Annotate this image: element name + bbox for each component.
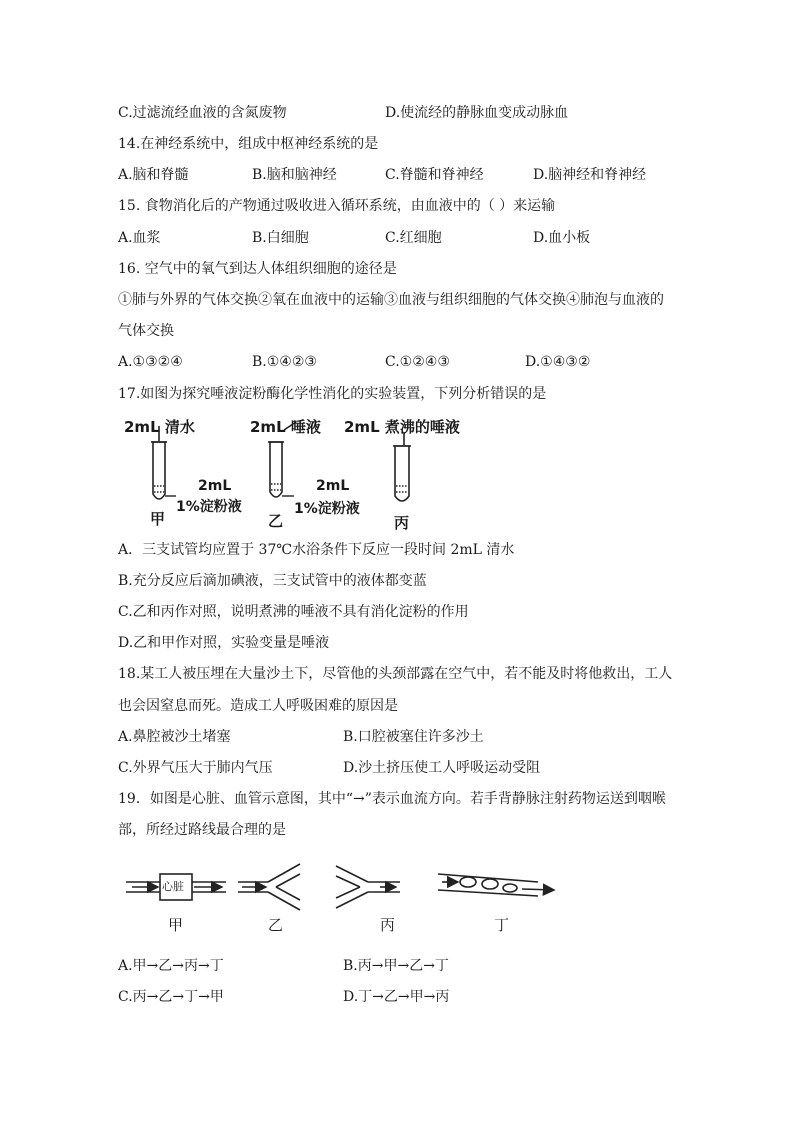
label-boiled-saliva: 2mL 煮沸的唾液 (344, 418, 460, 436)
q18-option-c: C.外界气压大于肺内气压 (118, 760, 273, 776)
q14-stem: 14.在神经系统中，组成中枢神经系统的是 (118, 136, 379, 152)
q17-stem: 17.如图为探究唾液淀粉酶化学性消化的实验装置，下列分析错误的是 (118, 386, 547, 402)
label-starch-2: 1%淀粉液 (294, 501, 360, 517)
q15-option-a: A.血浆 (118, 230, 161, 246)
q15-option-b: B.白细胞 (252, 230, 309, 246)
q14-option-d: D.脑神经和脊神经 (533, 167, 647, 183)
label-tube-yi: 乙 (268, 512, 284, 530)
q19-option-c: C.丙→乙→丁→甲 (118, 989, 224, 1005)
q14-option-b: B.脑和脑神经 (252, 167, 337, 183)
label-starch-volume-2: 2mL (316, 478, 350, 494)
q15-stem: 15. 食物消化后的产物通过吸收进入循环系统，由血液中的（ ）来运输 (118, 198, 556, 214)
test-tube-3 (393, 432, 411, 501)
q16-steps-line2: 气体交换 (118, 323, 174, 339)
q17-figure (118, 412, 538, 532)
q19-stem-line1: 19．如图是心脏、血管示意图，其中“→”表示血流方向。若手背静脉注射药物运送到咽喉 (118, 791, 666, 807)
q17-option-b: B.充分反应后滴加碘液，三支试管中的液体都变蓝 (118, 573, 427, 589)
label-yi: 乙 (268, 916, 284, 934)
q13-option-d: D.使流经的静脉血变成动脉血 (385, 105, 569, 121)
q16-option-a: A.①③②④ (118, 354, 183, 370)
q16-option-b: B.①④②③ (252, 354, 317, 370)
label-bing: 丙 (380, 916, 396, 934)
q18-option-a: A.鼻腔被沙土堵塞 (118, 729, 231, 745)
q16-stem: 16. 空气中的氧气到达人体组织细胞的途径是 (118, 261, 397, 277)
label-starch-volume-1: 2mL (198, 478, 232, 494)
label-clear-water: 2mL 清水 (124, 418, 195, 436)
q14-option-c: C.脊髓和脊神经 (385, 167, 484, 183)
q13-option-c: C.过滤流经血液的含氮废物 (118, 105, 287, 121)
q19-option-b: B.丙→甲→乙→丁 (343, 958, 449, 974)
label-saliva: 2mL 唾液 (250, 418, 321, 436)
q19-stem-line2: 部，所经过路线最合理的是 (118, 822, 286, 838)
label-tube-jia: 甲 (150, 510, 166, 528)
q17-option-c: C.乙和丙作对照，说明煮沸的唾液不具有消化淀粉的作用 (118, 604, 469, 620)
label-tube-bing: 丙 (394, 514, 410, 532)
q15-option-d: D.血小板 (533, 230, 591, 246)
q14-option-a: A.脑和脊髓 (118, 167, 189, 183)
q19-option-d: D.丁→乙→甲→丙 (343, 989, 450, 1005)
q16-option-c: C.①②④③ (385, 354, 450, 370)
label-jia: 甲 (168, 916, 184, 934)
heart-label: 心脏 (162, 880, 184, 893)
q16-steps-line1: ①肺与外界的气体交换②氧在血液中的运输③血液与组织细胞的气体交换④肺泡与血液的 (118, 292, 664, 308)
q18-stem-line1: 18.某工人被压埋在大量沙土下，尽管他的头颈部露在空气中，若不能及时将他救出，工人 (118, 666, 673, 682)
q18-stem-line2: 也会因窒息而死。造成工人呼吸困难的原因是 (118, 698, 398, 714)
q19-option-a: A.甲→乙→丙→丁 (118, 958, 224, 974)
q19-figure (118, 862, 568, 937)
capillary-diagram (438, 874, 554, 896)
vein-diagram (336, 866, 400, 908)
q18-option-b: B.口腔被塞住许多沙土 (343, 729, 484, 745)
q15-option-c: C.红细胞 (385, 230, 442, 246)
artery-diagram (238, 864, 300, 910)
label-ding: 丁 (494, 916, 510, 934)
q17-option-a: A．三支试管均应置于 37℃水浴条件下反应一段时间 2mL 清水 (118, 542, 515, 558)
q16-option-d: D.①④③② (525, 354, 591, 370)
q18-option-d: D.沙土挤压使工人呼吸运动受阻 (343, 760, 541, 776)
q17-option-d: D.乙和甲作对照，实验变量是唾液 (118, 635, 330, 651)
label-starch-1: 1%淀粉液 (176, 499, 242, 515)
